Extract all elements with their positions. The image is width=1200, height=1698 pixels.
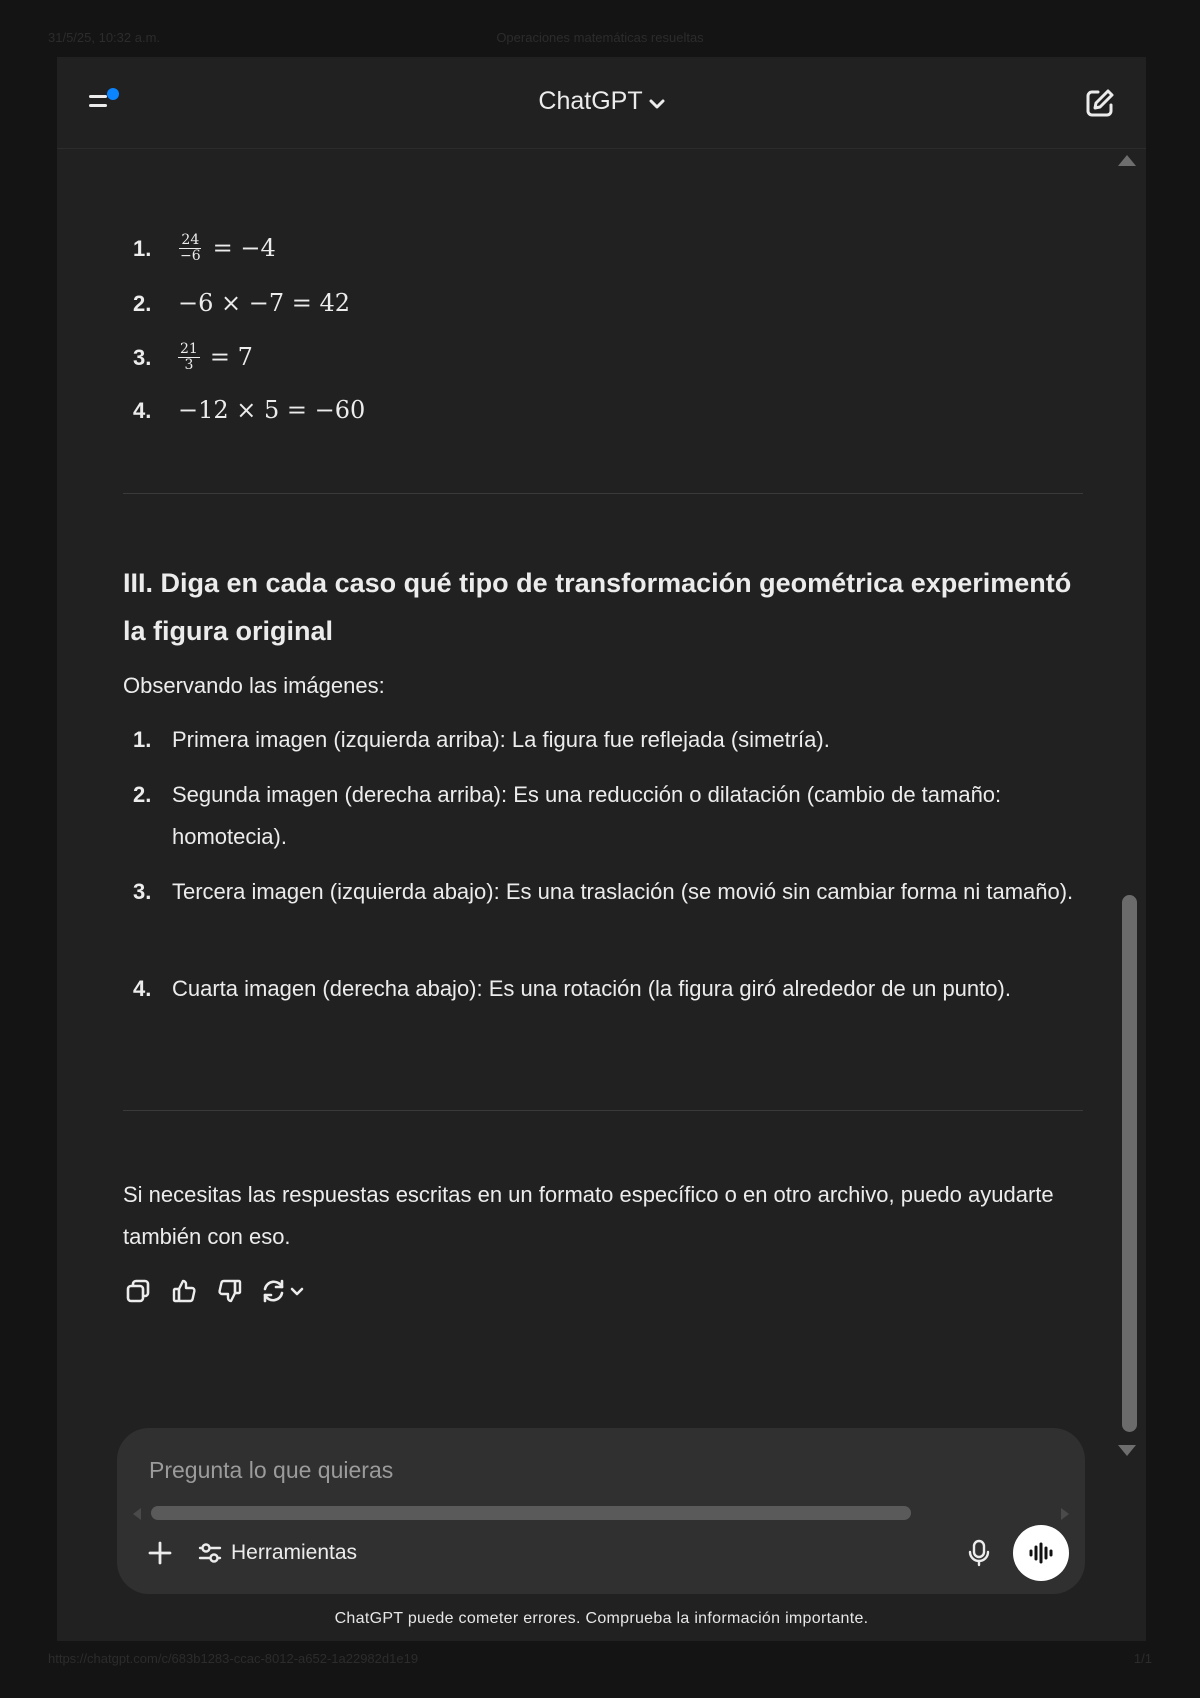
section-intro: Observando las imágenes:	[123, 673, 385, 698]
list-number: 1.	[133, 727, 152, 752]
section-divider	[123, 1110, 1083, 1111]
scroll-down-arrow[interactable]	[1118, 1445, 1136, 1456]
list-item-text: Segunda imagen (derecha arriba): Es una reducción o dilatación (cambio de tamaño: homotecia).	[172, 782, 1002, 849]
list-number: 1.	[133, 236, 152, 261]
thumbs-up-icon	[171, 1278, 197, 1304]
tools-sliders-icon	[197, 1540, 223, 1566]
list-item-text: Tercera imagen (izquierda abajo): Es una traslación (se movió sin cambiar forma ni tamaño).	[172, 879, 1074, 904]
voice-waveform-icon	[1028, 1542, 1054, 1564]
print-page-number: 1/1	[1133, 1651, 1152, 1666]
conversation-scroll[interactable]	[57, 149, 1146, 1499]
list-number: 4.	[133, 976, 152, 1001]
fraction	[178, 233, 203, 264]
attach-button[interactable]	[143, 1536, 177, 1570]
math-expression	[178, 281, 350, 325]
microphone-icon	[966, 1539, 992, 1567]
model-selector[interactable]	[57, 87, 1146, 117]
print-doc-title: Operaciones matemáticas resueltas	[496, 30, 704, 45]
list-number: 3.	[133, 879, 152, 904]
tools-label: Herramientas	[231, 1541, 358, 1564]
math-expression	[178, 335, 253, 379]
scroll-up-arrow[interactable]	[1118, 155, 1136, 166]
expression-rest: −6 × −7 = 42	[178, 289, 351, 317]
list-number: 2.	[133, 291, 152, 316]
thumbs-down-icon	[217, 1278, 243, 1304]
new-chat-button[interactable]	[1084, 87, 1116, 119]
top-bar	[57, 57, 1146, 149]
expression-rest: = 7	[209, 343, 253, 371]
vertical-scrollbar-thumb[interactable]	[1122, 895, 1137, 1432]
disclaimer-text: ChatGPT puede cometer errores. Comprueba la información importante.	[334, 1610, 869, 1627]
regenerate-icon	[261, 1278, 309, 1304]
fraction-denominator: −6	[180, 247, 201, 264]
expression-rest: −12 × 5 = −60	[178, 396, 366, 424]
chevron-down-icon	[649, 88, 665, 117]
copy-button[interactable]	[123, 1276, 153, 1306]
section-heading: III. Diga en cada caso qué tipo de transformación geométrica experimentó la figura original	[123, 568, 1072, 646]
thumbs-up-button[interactable]	[169, 1276, 199, 1306]
voice-mode-button[interactable]	[1013, 1525, 1069, 1581]
plus-icon	[147, 1540, 173, 1566]
list-item-text: Cuarta imagen (derecha abajo): Es una rotación (la figura giró alrededor de un punto).	[172, 976, 1011, 1001]
tools-button[interactable]	[197, 1536, 357, 1570]
message-actions	[123, 1276, 325, 1306]
new-chat-icon	[1084, 87, 1116, 119]
fraction-numerator: 21	[180, 340, 198, 357]
fraction	[178, 342, 200, 373]
horizontal-scrollbar-thumb[interactable]	[151, 1506, 911, 1520]
print-url: https://chatgpt.com/c/683b1283-ccac-8012-a652-1a22982d1e19	[48, 1651, 419, 1666]
math-expression	[178, 388, 365, 432]
h-scroll-right-arrow[interactable]	[1061, 1508, 1069, 1520]
list-number: 4.	[133, 398, 152, 423]
fraction-denominator: 3	[184, 356, 194, 373]
list-number: 3.	[133, 345, 152, 370]
regenerate-button[interactable]	[261, 1276, 309, 1306]
model-name: ChatGPT	[538, 87, 643, 115]
fraction-numerator: 24	[181, 231, 200, 248]
dictate-button[interactable]	[962, 1536, 996, 1570]
expression-rest: = −4	[212, 234, 276, 262]
chat-window	[57, 57, 1146, 1641]
print-datetime: 31/5/25, 10:32 a.m.	[48, 30, 161, 45]
closing-message: Si necesitas las respuestas escritas en un formato específico o en otro archivo, puedo ayudarte también con eso.	[123, 1182, 1054, 1249]
prompt-input[interactable]	[149, 1448, 1029, 1492]
section-divider	[123, 493, 1083, 494]
h-scroll-left-arrow[interactable]	[133, 1508, 141, 1520]
list-item-text: Primera imagen (izquierda arriba): La figura fue reflejada (simetría).	[172, 727, 830, 752]
math-expression	[178, 226, 276, 270]
copy-icon	[125, 1278, 151, 1304]
thumbs-down-button[interactable]	[215, 1276, 245, 1306]
list-number: 2.	[133, 782, 152, 807]
composer	[117, 1428, 1085, 1594]
